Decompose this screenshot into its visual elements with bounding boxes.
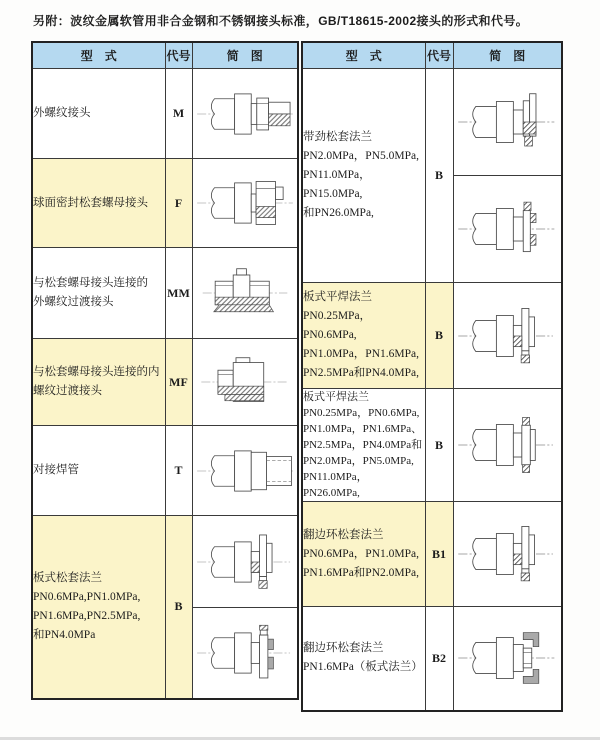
header-diagram: 简 图: [453, 42, 562, 69]
table-row: [302, 389, 562, 502]
type-line: PN1.6MPa（板式法兰）: [303, 661, 423, 674]
code-cell: B1: [425, 502, 453, 607]
header-diagram: 简 图: [192, 42, 298, 69]
type-line: 板式松套法兰: [33, 571, 102, 584]
plate-weld-flange-double-stub-diagram: [454, 399, 560, 491]
male-thread-transition-joint-diagram: [193, 251, 297, 335]
code-cell: M: [165, 69, 192, 159]
type-line: PN2.0MPa，PN5.0MPa,: [303, 150, 419, 162]
plate-loose-flange-up-diagram: [193, 520, 297, 604]
table-row: [32, 516, 298, 608]
code-cell: B: [425, 283, 453, 389]
header-code: 代号: [425, 42, 453, 69]
joint-table-right: [301, 41, 563, 712]
table-row: [302, 283, 562, 389]
diagram-cell: [192, 69, 298, 159]
type-cell: [302, 69, 425, 283]
type-line: 对接焊管: [33, 464, 79, 476]
diagram-cell: [192, 516, 298, 608]
neck-loose-flange-up-diagram: [454, 73, 560, 171]
code-cell: T: [165, 426, 192, 516]
table-header-row: [302, 42, 562, 69]
type-cell: [32, 159, 165, 248]
type-cell: [32, 516, 165, 699]
type-line: 板式平焊法兰: [303, 291, 372, 303]
diagram-cell: [192, 608, 298, 699]
diagram-cell: [192, 426, 298, 516]
header-type: 型 式: [32, 42, 165, 69]
type-line: 翻边环松套法兰: [303, 642, 384, 655]
table-row: [32, 159, 298, 248]
plate-loose-flange-down-diagram: [193, 611, 297, 695]
type-line: 外螺纹接头: [33, 107, 91, 119]
type-line: PN1.6MPa,PN2.5MPa,: [33, 609, 141, 622]
type-cell: [32, 69, 165, 159]
type-cell: [32, 339, 165, 426]
plate-weld-flange-diagram: [454, 288, 560, 384]
code-cell: B: [425, 389, 453, 502]
page-title: 另附：波纹金属软管用非合金钢和不锈钢接头标准，GB/T18615-2002接头的形式和代号。: [33, 14, 529, 28]
type-cell: [302, 283, 425, 389]
type-line: 螺纹过渡接头: [33, 385, 102, 397]
type-cell: [32, 248, 165, 339]
code-cell: B2: [425, 607, 453, 711]
neck-loose-flange-down-diagram: [454, 180, 560, 278]
sphere-seal-loose-nut-joint-diagram: [193, 162, 297, 244]
table-row: [32, 339, 298, 426]
butt-weld-pipe-diagram: [193, 430, 297, 512]
type-line: 球面密封松套螺母接头: [33, 196, 148, 209]
code-cell: MF: [165, 339, 192, 426]
diagram-cell: [453, 607, 562, 711]
type-line: PN2.5MPa和PN4.0MPa,: [303, 367, 419, 379]
type-line: PN1.6MPa和PN2.0MPa,: [303, 566, 419, 579]
code-cell: F: [165, 159, 192, 248]
type-line: PN0.25MPa，PN0.6MPa,: [303, 407, 420, 419]
type-cell: [302, 607, 425, 711]
flared-ring-plate-flange-diagram: [454, 610, 560, 706]
diagram-cell: [192, 159, 298, 248]
diagram-cell: [192, 248, 298, 339]
code-cell: B: [165, 516, 192, 699]
diagram-cell: [453, 389, 562, 502]
code-cell: MM: [165, 248, 192, 339]
type-line: PN0.6MPa，PN1.0MPa,: [303, 547, 419, 560]
type-line: 和PN26.0MPa,: [303, 207, 374, 219]
type-line: 外螺纹过渡接头: [33, 296, 114, 308]
code-cell: B: [425, 69, 453, 283]
male-thread-joint-diagram: [193, 73, 297, 155]
type-cell: [302, 389, 425, 502]
diagram-cell: [453, 283, 562, 389]
table-row: [302, 502, 562, 607]
table-row: [302, 607, 562, 711]
table-row: [32, 248, 298, 339]
type-line: 带劲松套法兰: [303, 131, 372, 143]
female-thread-transition-joint-diagram: [193, 342, 297, 422]
diagram-cell: [453, 176, 562, 283]
type-line: PN0.6MPa,PN1.0MPa,: [33, 590, 141, 603]
type-line: PN0.25MPa，PN0.6MPa,: [303, 310, 372, 341]
type-line: PN11.0MPa，PN26.0MPa,: [303, 471, 368, 499]
type-cell: [32, 426, 165, 516]
table-row: [32, 69, 298, 159]
type-line: 与松套螺母接头连接的内: [33, 366, 160, 378]
diagram-cell: [453, 502, 562, 607]
type-line: 和PN4.0MPa: [33, 628, 96, 641]
joint-table-left: [31, 41, 299, 700]
table-header-row: [32, 42, 298, 69]
type-line: PN1.0MPa，PN1.6MPa,: [303, 348, 419, 360]
header-code: 代号: [165, 42, 192, 69]
header-type: 型 式: [302, 42, 425, 69]
table-row: [302, 69, 562, 176]
table-row: [32, 426, 298, 516]
type-line: PN1.0MPa，PN1.6MPa、: [303, 423, 423, 435]
type-line: PN2.0MPa，PN5.0MPa,: [303, 455, 414, 467]
type-line: 与松套螺母接头连接的: [33, 277, 148, 289]
type-line: 板式平焊法兰: [303, 391, 369, 403]
diagram-cell: [192, 339, 298, 426]
type-line: 翻边环松套法兰: [303, 528, 384, 541]
type-line: PN2.5MPa，PN4.0MPa和: [303, 439, 423, 451]
flared-ring-loose-flange-diagram: [454, 506, 560, 602]
type-line: PN11.0MPa，PN15.0MPa,: [303, 169, 371, 200]
type-cell: [302, 502, 425, 607]
diagram-cell: [453, 69, 562, 176]
